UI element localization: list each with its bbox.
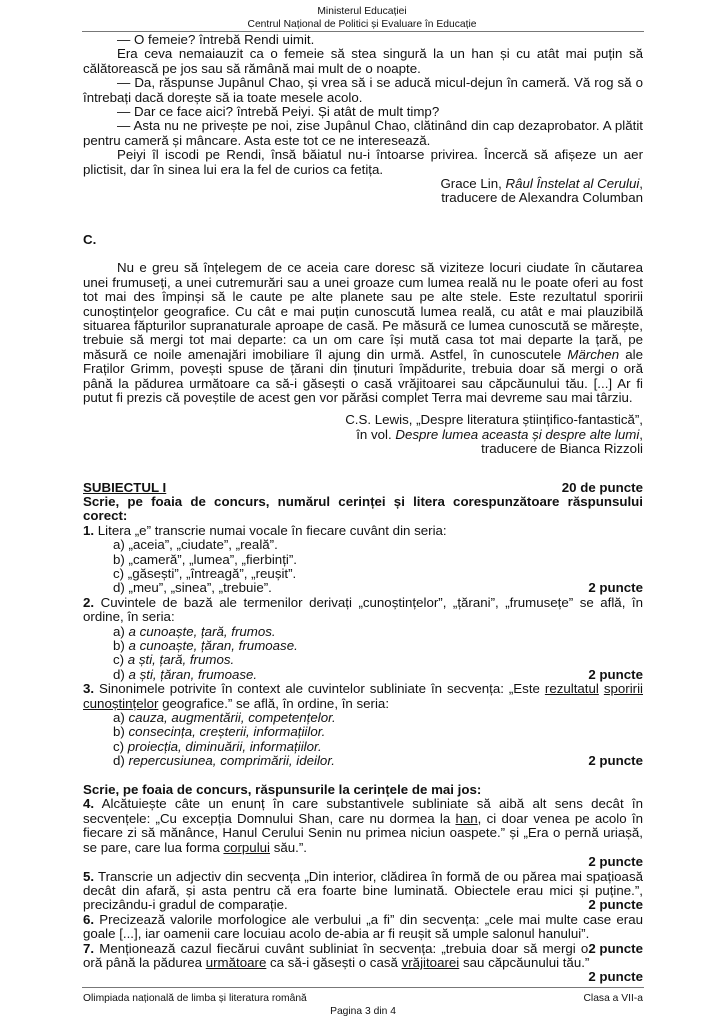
question-text: Menționează cazul fiecărui cuvânt subliniat în secvența: „trebuia doar să mergi o oră până la pădurea (83, 940, 589, 970)
option (83, 754, 643, 768)
story-paragraph: — Asta nu ne privește pe noi, zise Jupânul Chao, clătinând din cap dezaprobator. A plătit pentru cameră și mâncare. Asta este tot ce ne interesează. (83, 118, 643, 148)
center-name: Centrul Național de Politici și Evaluare în Educație (247, 18, 477, 30)
option-text: a cunoaște, țară, frumos. (128, 623, 276, 639)
text-part-italic: Märchen (567, 346, 620, 362)
points: 2 puncte (588, 897, 643, 913)
punct: , (639, 176, 643, 192)
option-letter: d) (113, 666, 129, 682)
option-letter: c) (113, 738, 128, 754)
option-letter: c) (113, 652, 128, 668)
option-letter: a) (113, 710, 129, 726)
punct: , (639, 426, 643, 442)
points: 2 puncte (588, 940, 643, 956)
question-1 (83, 524, 643, 538)
attribution-line: traducere de Bianca Rizzoli (481, 441, 643, 457)
points: 2 puncte (588, 854, 643, 870)
question-text: geografice.” se află, în ordine, în seria: (158, 695, 390, 711)
option (83, 711, 643, 725)
story-attribution (83, 177, 643, 191)
option: b) „cameră”, „lumea”, „fierbinți”. (113, 551, 297, 567)
underlined-word: următoare (205, 954, 267, 970)
author: Grace Lin, (440, 176, 506, 192)
option-letter: a) (113, 623, 129, 639)
question-7 (83, 940, 643, 985)
story-paragraph: Era ceva nemaiauzit ca o femeie să stea singură la un han și cu atât mai puțin să călătorească pe jos sau să rămână mai mult de o noapte. (83, 46, 643, 76)
book-title: Râul Înstelat al Cerului (505, 176, 640, 192)
spacer (83, 769, 643, 783)
points: 2 puncte (588, 666, 643, 682)
question-number: 4. (83, 796, 95, 812)
question-4 (83, 797, 643, 855)
question-number: 5. (83, 868, 95, 884)
subject-title: SUBIECTUL I (83, 479, 167, 495)
document-body (83, 33, 643, 985)
attribution-line: C.S. Lewis, „Despre literatura științifico-fantastică”, (345, 412, 643, 428)
question-number: 7. (83, 940, 95, 956)
subject-one (83, 479, 643, 985)
story-paragraph: — O femeie? întrebă Rendi uimit. (117, 32, 315, 47)
underlined-word: corpului (223, 839, 271, 855)
footer-class: Clasa a VII-a (583, 993, 643, 1004)
footer-divider (82, 987, 644, 988)
text-part: ale Fraților Grimm, povești spuse de țărani din ținuturi împădurite, trebuia doar să mergi o oră până la pădurea următoare ca să-i găsești o casă vrăjitoarei sau căpcăunului tău. [...] Ar fi putut fi prezis că poveștile de acest gen vor părăsi complet Terra mai devreme sau mai târziu. (83, 346, 643, 405)
instruction: Scrie, pe foaia de concurs, răspunsurile la cerințele de mai jos: (83, 782, 482, 798)
story-paragraph: — Da, răspunse Jupânul Chao, și vrea să i se aducă micul-dejun în cameră. Vă rog să o întrebați dacă dorește să ia toate mesele acolo. (83, 75, 643, 105)
question-number: 6. (83, 911, 95, 927)
option-text: repercusiunea, comprimării, ideilor. (128, 753, 335, 769)
text-part: Nu e greu să înțelegem de ce aceia care doresc să viziteze locuri ciudate în căutarea unei frumuseți, a unei cutremurări sau a unei groaze cum lumea reală nu le poate oferi au fost tot mai des împinși să le caute pe alte planete sau pe alte stele. Este rezultatul sporirii cunoștințelor geografice. Cu cât e mai puțin cunoscută lumea reală, cu atât e mai plauzibilă situarea făpturilor supranaturale aproape de casă. Pe măsură ce lumea cunoscută se mărește, trebuie să mergi tot mai departe: ca un om care își mută casa tot mai departe la țară, pe măsură ce noile amenajări imobiliare îl ajung din urmă. Astfel, în cunoscutele (83, 260, 643, 362)
option-text: d) „meu”, „sinea”, „trebuie”. (113, 580, 272, 596)
question-number: 3. (83, 681, 95, 697)
story-paragraph: — Dar ce face aici? întrebă Peiyi. Și atât de mult timp? (117, 104, 440, 120)
points: 2 puncte (588, 580, 643, 596)
question-text: său.”. (270, 839, 307, 855)
question-text: Alcătuiește câte un enunț în care substantivele subliniate să aibă alt sens decât în secvențele: „Cu excepția Domnului Shan, care nu dormea la (83, 796, 643, 826)
story-translator: traducere de Alexandra Columban (441, 190, 643, 206)
question-3 (83, 682, 643, 711)
option (83, 725, 643, 739)
text-c (83, 233, 643, 457)
question-text: ca să-i găsești o casă (266, 954, 402, 970)
footer-olympiad: Olimpiada națională de limba și literatura română (83, 993, 307, 1004)
option (83, 740, 643, 754)
underlined-word: han (455, 810, 478, 826)
question-text: Precizează valorile morfologice ale verbului „a fi” din secvența: „cele mai multe case erau goale [...], iar oamenii care locuiau acolo de-abia ar fi reușit să umple salonul hanului”. (83, 911, 643, 942)
option-text: a ști, țăran, frumoase. (128, 666, 258, 682)
option-letter: d) (113, 753, 129, 769)
attribution-line (83, 428, 643, 442)
instruction: Scrie, pe foaia de concurs, numărul cerinței și litera corespunzătoare răspunsului corect: (83, 493, 643, 524)
option-text: a cunoaște, țăran, frumoase. (128, 638, 298, 654)
underlined-word: cunoștințelor (83, 695, 159, 711)
question-2 (83, 596, 643, 625)
subject-heading (83, 481, 643, 495)
question-number: 1. (83, 522, 95, 538)
question-number: 2. (83, 594, 95, 610)
option-letter: b) (113, 724, 129, 740)
underlined-word: vrăjitoarei (401, 954, 460, 970)
page-footer (83, 993, 643, 1018)
option (83, 581, 643, 595)
option-text: consecința, creșterii, informațiilor. (128, 724, 326, 740)
points: 2 puncte (588, 969, 643, 985)
subject-points: 20 de puncte (561, 479, 643, 495)
question-text: , ci doar venea pe acolo în fiecare zi să mănânce, Hanul Cerului Senin nu primea niciun oaspete.” și „Era o pernă uriașă, se pare, care lua forma (83, 810, 643, 855)
option (83, 625, 643, 639)
page-header (0, 6, 724, 31)
question-text: Transcrie un adjectiv din secvența „Din interior, clădirea în formă de ou părea mai spațioasă decât din afară, și asta pentru că era foarte bine luminată. Obiectele erau mici și puține.”, precizându-i gradul de comparație. (83, 868, 643, 913)
story-excerpt (83, 33, 643, 206)
question-text: Sinonimele potrivite în context ale cuvintelor subliniate în secvența: „Este (94, 681, 545, 697)
option-text: proiecția, diminuării, informațiilor. (127, 738, 322, 754)
text-c-label: C. (83, 231, 97, 247)
option-text: cauza, augmentării, competențelor. (128, 710, 336, 726)
underlined-word: rezultatul (544, 681, 599, 697)
points: 2 puncte (588, 753, 643, 769)
option-letter: b) (113, 638, 129, 654)
page-number: Pagina 3 din 4 (330, 1005, 396, 1017)
book-title: Despre lumea aceasta și despre alte lumi (395, 426, 640, 442)
question-text: Litera „e” transcrie numai vocale în fiecare cuvânt din seria: (94, 522, 447, 538)
text-c-paragraph (83, 261, 643, 405)
question-5 (83, 870, 643, 913)
question-text: Cuvintele de bază ale termenilor derivați „cunoștințelor”, „țărani”, „frumusețe” se află, în ordine, în seria: (83, 594, 643, 625)
option: c) „găsești”, „întreagă”, „reușit”. (113, 566, 297, 581)
text-c-attribution (83, 413, 643, 456)
option (83, 668, 643, 682)
option (83, 653, 643, 667)
text-part: în vol. (356, 426, 396, 442)
option (83, 639, 643, 653)
question-text: sau căpcăunului tău.” (459, 954, 590, 970)
option-text: a ști, țară, frumos. (127, 652, 235, 668)
option: a) „aceia”, „ciudate”, „reală”. (113, 537, 278, 553)
underlined-word: sporirii (603, 681, 643, 697)
story-paragraph: Peiyi îl iscodi pe Rendi, însă băiatul nu-i întoarse privirea. Încercă să afișeze un aer plictisit, dar în sinea lui era la fel de curios ca fetița. (83, 147, 643, 177)
ministry-name: Ministerul Educației (317, 6, 407, 17)
